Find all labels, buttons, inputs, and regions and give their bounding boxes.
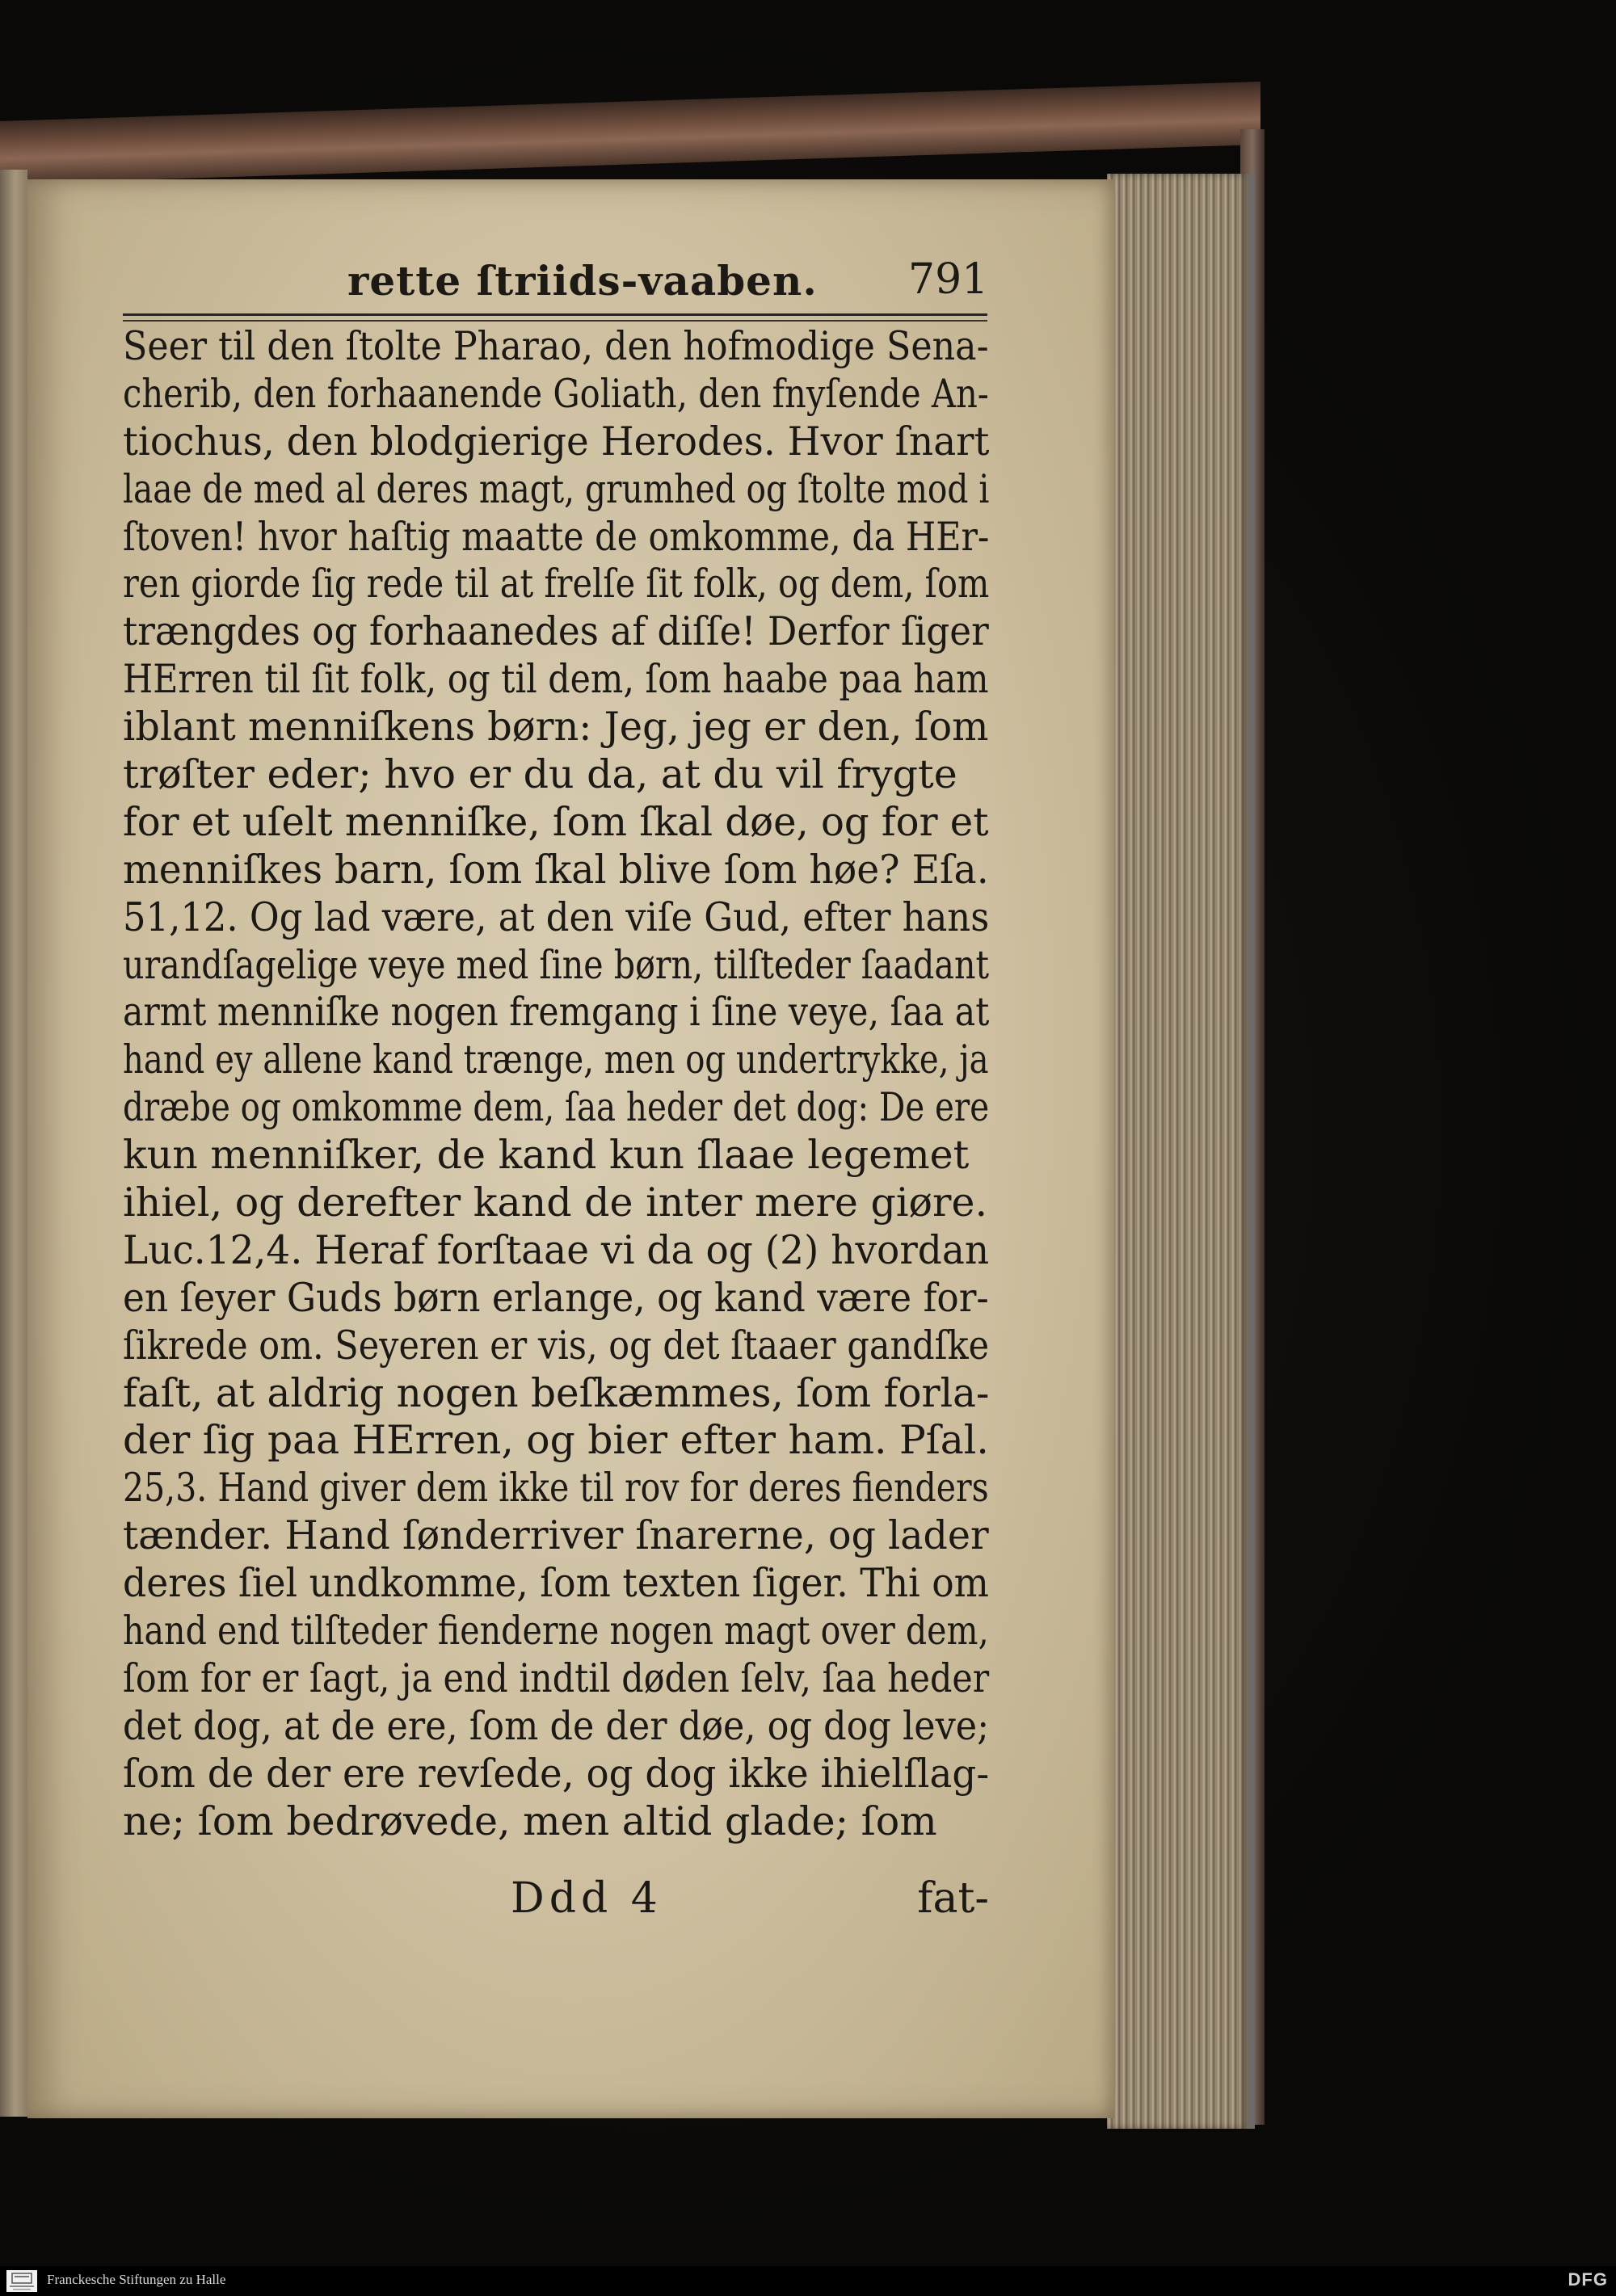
catchword: fat- <box>917 1874 989 1923</box>
text-line: ſtoven! hvor haſtig maatte de omkomme, da HEr- <box>123 513 990 560</box>
funder-logo: DFG <box>1568 2269 1608 2290</box>
text-line: dræbe og omkomme dem, ſaa heder det dog: De ere <box>123 1084 990 1131</box>
institution-logo-icon <box>5 2269 39 2293</box>
text-line: ſom de der ere revſede, og dog ikke ihielſlag- <box>123 1750 990 1797</box>
text-line: tiochus, den blodgierige Herodes. Hvor ſnart <box>123 418 990 465</box>
text-line: det dog, at de ere, ſom de der døe, og dog leve; <box>123 1702 990 1749</box>
page-foot <box>123 1874 989 1931</box>
text-line: laae de med al deres magt, grumhed og ſtolte mod i <box>123 465 990 512</box>
text-line: ren giorde ſig rede til at frelſe ſit folk, og dem, ſom <box>123 561 990 608</box>
text-line: Luc.12,4. Heraf forſtaae vi da og (2) hvordan <box>123 1226 990 1273</box>
text-line: hand ey allene kand trænge, men og undertrykke, ja <box>123 1037 989 1083</box>
text-line: HErren til ſit folk, og til dem, ſom haabe paa ham <box>123 656 989 703</box>
text-line: ne; ſom bedrøvede, men altid glade; ſom <box>123 1798 937 1844</box>
page-block-edges <box>1107 174 1255 2129</box>
text-line: hand end tilſteder fienderne nogen magt over dem, <box>123 1608 989 1655</box>
footer-bar <box>0 2266 1616 2296</box>
text-line: for et uſelt menniſke, ſom ſkal døe, og for et <box>123 798 989 845</box>
text-line: kun menniſker, de kand kun ſlaae legemet <box>123 1132 970 1179</box>
text-line: 51,12. Og lad være, at den viſe Gud, efter hans <box>123 894 990 940</box>
text-line: en ſeyer Guds børn erlange, og kand være for- <box>123 1274 989 1321</box>
institution-name: Franckesche Stiftungen zu Halle <box>47 2272 226 2287</box>
text-line: trængdes og forhaanedes af diſſe! Derfor ſiger <box>123 608 989 655</box>
header-rule <box>123 313 987 316</box>
text-line: faſt, at aldrig nogen beſkæmmes, ſom forla- <box>123 1369 990 1416</box>
signature-mark: Ddd 4 <box>511 1874 663 1923</box>
body-text <box>123 323 989 1846</box>
text-line: trøſter eder; hvo er du da, at du vil frygte <box>123 751 957 798</box>
header-rule-secondary <box>123 320 987 322</box>
text-line: iblant menniſkens børn: Jeg, jeg er den, ſom <box>123 704 989 751</box>
text-line: 25,3. Hand giver dem ikke til rov for deres fienders <box>123 1465 989 1512</box>
text-line: menniſkes barn, ſom ſkal blive ſom høe? Eſa. <box>123 846 989 893</box>
previous-page-edge <box>0 170 27 2117</box>
page-number: 791 <box>908 255 989 304</box>
text-line: Seer til den ſtolte Pharao, den hofmodige Sena- <box>123 323 989 369</box>
text-line: tænder. Hand ſønderriver ſnarerne, og lader <box>123 1512 989 1559</box>
text-line: ſikrede om. Seyeren er vis, og det ſtaaer gandſke <box>123 1322 990 1369</box>
text-line: ihiel, og derefter kand de inter mere giøre. <box>123 1180 988 1226</box>
running-head <box>323 257 1002 309</box>
text-line: ſom for er ſagt, ja end indtil døden ſelv, ſaa heder <box>123 1655 990 1701</box>
text-line: der ſig paa HErren, og bier efter ham. Pſal. <box>123 1417 989 1464</box>
running-title: rette ſtriids-vaaben. <box>347 257 818 305</box>
text-line: armt menniſke nogen fremgang i ſine veye, ſaa at <box>123 989 990 1036</box>
text-line: urandſagelige veye med ſine børn, tilſteder ſaadant <box>123 941 990 988</box>
text-line: deres ſiel undkomme, ſom texten ſiger. Thi om <box>123 1560 989 1607</box>
text-line: cherib, den forhaanende Goliath, den fnyſende An- <box>123 370 989 417</box>
